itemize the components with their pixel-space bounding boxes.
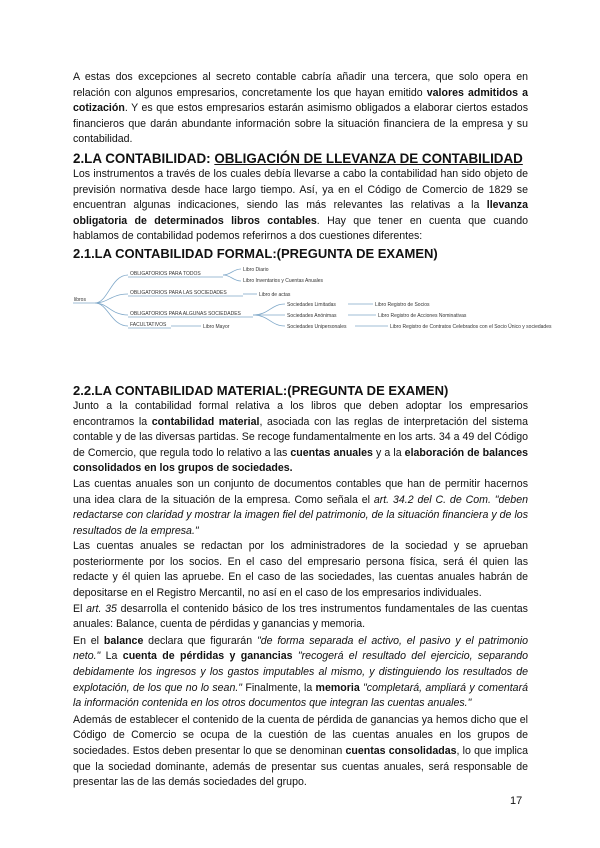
text: Finalmente, la <box>242 681 316 694</box>
text: La <box>100 650 123 663</box>
bold-text: cuentas anuales <box>290 446 373 459</box>
text: Además de establecer el contenido de la cuenta de pérdida de ganancias ya hemos dicho que el Código de Comercio se ocupa de la cuestión de las cuentas anuales en los grupos de sociedades. Estos deben presentar lo que se denominan <box>73 713 528 757</box>
mindmap-leaf: Libro Mayor <box>203 324 230 330</box>
bold-text: memoria <box>315 681 360 694</box>
italic-quote: "recogerá el resultado del ejercicio, separando debidamente los ingresos y los gastos imputables al mismo, y distinguiendo los resultados de explotación, de los que no lo sean." <box>73 650 528 694</box>
text: y a la <box>372 446 405 459</box>
branch-line <box>253 304 285 315</box>
branch-line <box>253 315 285 326</box>
text: Los instrumentos a través de los cuales debía llevarse a cabo la contabilidad han sido objeto de previsión normativa desde hace largo tiempo. Así, ya en el Código de Comercio de 1829 se encuentran algunas indicaciones, siendo las más relevantes las relativas a la <box>73 167 528 212</box>
intro-paragraph <box>73 70 528 148</box>
text: Junto a la contabilidad formal relativa a los libros que deben adoptar los empresarios encontramos la <box>73 399 528 428</box>
paragraph-balance <box>73 634 528 712</box>
mindmap-node: OBLIGATORIOS PARA LAS SOCIEDADES <box>130 290 227 296</box>
paragraph-art35 <box>73 602 528 633</box>
bold-text: valores admitidos a cotización <box>73 86 528 115</box>
mindmap-leaf: Libro de actas <box>259 292 291 298</box>
paragraph-redaccion <box>73 539 528 601</box>
branch-line <box>223 275 241 281</box>
mindmap-node: OBLIGATORIOS PARA TODOS <box>130 271 201 277</box>
bold-text: elaboración de balances consolidados en los grupos de sociedades. <box>73 446 528 475</box>
italic-ref: art. 35 <box>86 602 117 615</box>
mindmap-leaf: Sociedades Anónimas <box>287 313 337 319</box>
text: , lo que implica que la sociedad dominante, además de presentar sus cuentas anuales, será responsable de presentar las de las demás sociedades del grupo. <box>73 745 528 789</box>
text: declara que figurarán <box>143 634 257 647</box>
italic-quote: "completará, ampliará y comentará la información contenida en los otros documentos que integran las cuentas anuales." <box>73 681 528 710</box>
mindmap-leaf: Sociedades Limitadas <box>287 302 336 308</box>
mindmap-leaf: Libro Registro de Socios <box>375 302 430 308</box>
italic-quote: art. 34.2 del C. de Com. "deben redactarse con claridad y mostrar la imagen fiel del patrimonio, de la situación financiera y de los resultados de la empresa." <box>73 493 528 537</box>
mindmap-node: FACULTATIVOS <box>130 322 167 328</box>
mindmap-leaf: Libro Registro de Acciones Nominativas <box>378 313 467 319</box>
section-number: 2.LA CONTABILIDAD: <box>73 150 215 166</box>
text: , asociada con las reglas de interpretación del sistema contable y de las diversas partidas. Se recoge fundamentalmente en los arts. 34 a 49 del Código de Comercio, que regula todo lo relativo a las <box>73 415 529 459</box>
mindmap-svg <box>73 265 588 365</box>
text: desarrolla el contenido básico de los tres instrumentos fundamentales de las cuentas anuales: Balance, cuenta de pérdidas y ganancias y memoria. <box>73 602 528 631</box>
mindmap-leaf: Libro Inventarios y Cuentas Anuales <box>243 278 324 284</box>
mindmap-node: OBLIGATORIOS PARA ALGUNAS SOCIEDADES <box>130 311 241 317</box>
libros-mindmap <box>73 265 588 365</box>
bold-text: cuentas consolidadas <box>345 745 457 757</box>
mindmap-root: libros <box>74 297 86 303</box>
text: . Y es que estos empresarios estarán asimismo obligados a elaborar ciertos estados financieros que darán abundante información sobre la situación financiera de la empresa y su contabilidad. <box>73 102 528 146</box>
section-2-heading <box>73 150 528 167</box>
paragraph-cuentas-anuales <box>73 477 528 539</box>
bold-text: llevanza obligatoria de determinados libros contables <box>73 199 528 227</box>
paragraph-material <box>73 399 528 477</box>
text: A estas dos excepciones al secreto contable cabría añadir una tercera, que solo opera en relación con algunos empresarios, concretamente los que hayan emitido <box>73 71 528 99</box>
text: Las cuentas anuales son un conjunto de documentos contables que han de permitir hacernos una idea clara de la situación de la empresa. Como señala el <box>73 477 528 506</box>
text: En el <box>73 634 104 647</box>
mindmap-leaf: Sociedades Unipersonales <box>287 324 347 330</box>
branch-line <box>95 303 128 315</box>
italic-quote: "de forma separada el activo, el pasivo y el patrimonio neto." <box>73 634 529 663</box>
section-title: OBLIGACIÓN DE LLEVANZA DE CONTABILIDAD <box>214 150 523 166</box>
section-2-paragraph <box>73 167 528 245</box>
section-2-1-heading: 2.1.LA CONTABILIDAD FORMAL:(PREGUNTA DE EXAMEN) <box>73 245 438 261</box>
section-2-2-heading: 2.2.LA CONTABILIDAD MATERIAL:(PREGUNTA DE EXAMEN) <box>73 382 449 398</box>
branch-line <box>95 275 128 303</box>
text: El <box>73 602 87 615</box>
mindmap-leaf: Libro Diario <box>243 267 269 273</box>
branch-line <box>223 269 241 275</box>
mindmap-leaf: Libro Registro de Contratos Celebrados con el Socio Único y sociedades <box>390 324 552 330</box>
document-page <box>73 70 528 791</box>
text: . Hay que tener en cuenta que cuando hablamos de contabilidad podemos referirnos a dos cuestiones diferentes: <box>73 214 528 243</box>
paragraph-consolidadas <box>73 713 528 791</box>
bold-text: contabilidad material <box>151 415 260 428</box>
page-number: 17 <box>510 795 523 807</box>
bold-text: cuenta de pérdidas y ganancias <box>122 650 293 663</box>
bold-text: balance <box>103 634 144 647</box>
text: Las cuentas anuales se redactan por los administradores de la sociedad y se aprueban posteriormente por los socios. En el caso del empresario persona física, será él quien las redacte y él quien las apruebe. En el caso de las sociedades, las cuentas anuales habrán de depositarse en el Registro Mercantil, no así en el caso de los empresarios individuales. <box>73 540 528 600</box>
